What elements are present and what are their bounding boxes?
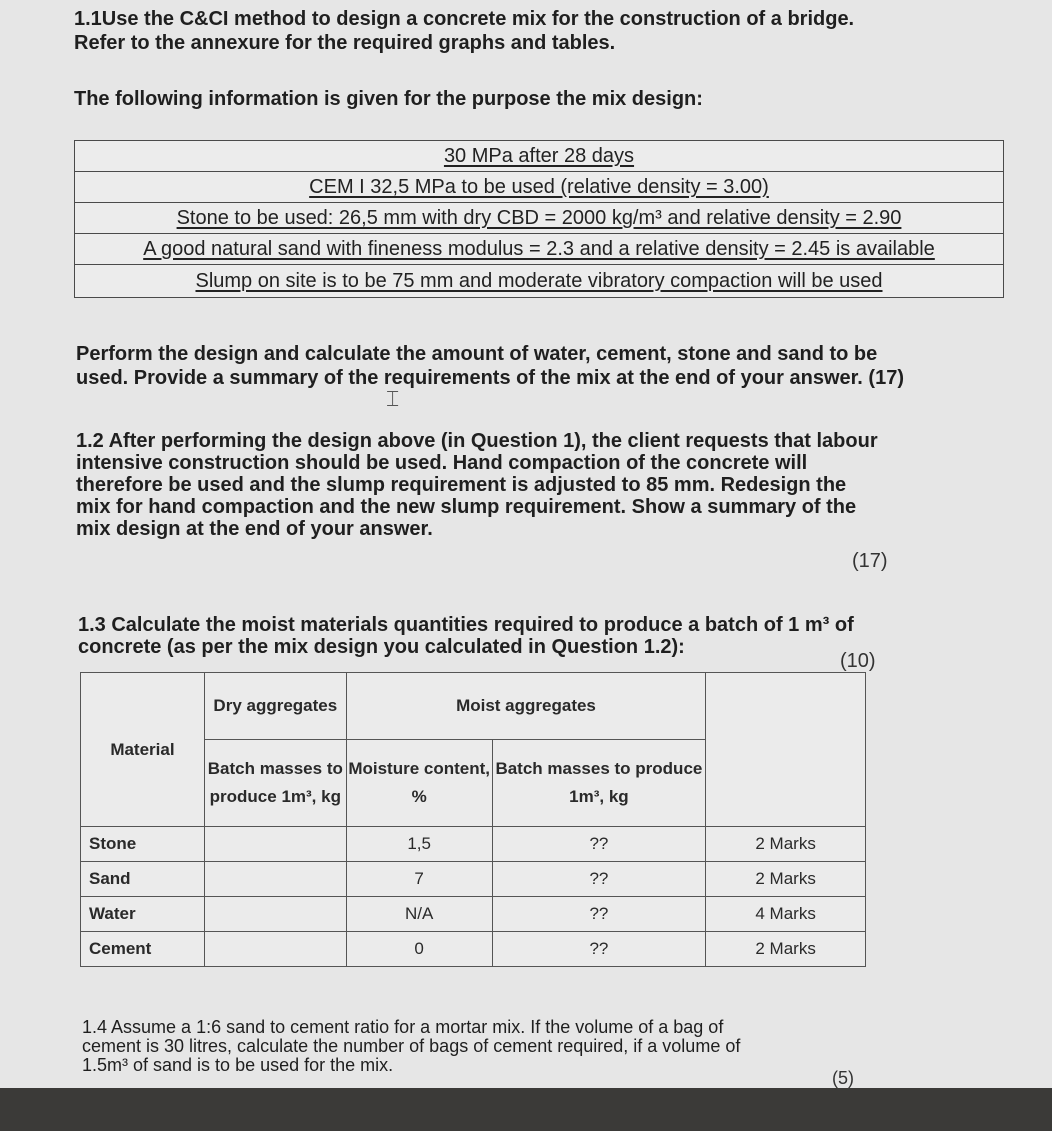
- q11-line1: 1.1Use the C&CI method to design a concrete mix for the construction of a bridge.: [74, 8, 855, 30]
- table-row: [81, 932, 866, 967]
- q13-line1: 1.3 Calculate the moist materials quantities required to produce a batch of 1 m³ of: [78, 614, 854, 636]
- info-row-text: 30 MPa after 28 days: [443, 145, 635, 167]
- q14-line: 1.4 Assume a 1:6 sand to cement ratio for a mortar mix. If the volume of a bag of: [82, 1017, 724, 1037]
- cell-dry-mass[interactable]: [204, 897, 346, 932]
- table-row: [81, 897, 866, 932]
- cell-dry-mass[interactable]: [204, 862, 346, 897]
- text-cursor-icon: ⌶: [386, 386, 400, 411]
- info-row: [75, 141, 1003, 172]
- q13-marks: (10): [840, 650, 876, 672]
- cell-batch-mass[interactable]: ??: [492, 827, 706, 862]
- q12-line: mix design at the end of your answer.: [76, 518, 433, 540]
- table-row: [81, 862, 866, 897]
- moist-quantities-table: [80, 672, 866, 967]
- header-dry-aggregates: Dry aggregates: [204, 673, 346, 740]
- q14-line: cement is 30 litres, calculate the number of bags of cement required, if a volume of: [82, 1036, 741, 1056]
- info-row: [75, 203, 1003, 234]
- q12-marks: (17): [852, 550, 888, 572]
- q13-line2: concrete (as per the mix design you calculated in Question 1.2):: [78, 636, 685, 658]
- q12-line: therefore be used and the slump requirement is adjusted to 85 mm. Redesign the: [76, 474, 847, 496]
- info-table: [74, 140, 1004, 298]
- cell-batch-mass[interactable]: ??: [492, 897, 706, 932]
- q11-line2: Refer to the annexure for the required graphs and tables.: [74, 32, 616, 54]
- info-row: [75, 234, 1003, 265]
- q11-task-line2: used. Provide a summary of the requirements of the mix at the end of your answer. (17): [76, 367, 904, 389]
- q14-marks: (5): [832, 1068, 854, 1088]
- info-row-text: CEM I 32,5 MPa to be used (relative density = 3.00): [309, 176, 769, 198]
- table-row: [81, 827, 866, 862]
- header-blank: [706, 673, 866, 827]
- cell-moisture: 0: [346, 932, 492, 967]
- cell-marks: 2 Marks: [706, 862, 866, 897]
- cell-material: Sand: [81, 862, 205, 897]
- header-moist-aggregates: Moist aggregates: [346, 673, 705, 740]
- info-row-text: Slump on site is to be 75 mm and moderate vibratory compaction will be used: [195, 270, 883, 292]
- cell-material: Stone: [81, 827, 205, 862]
- cell-marks: 2 Marks: [706, 932, 866, 967]
- q11-task-line1: Perform the design and calculate the amount of water, cement, stone and sand to be: [76, 343, 878, 365]
- cell-batch-mass[interactable]: ??: [492, 932, 706, 967]
- header-moist-batch-masses: Batch masses to produce 1m³, kg: [492, 740, 706, 827]
- info-row: [75, 265, 1003, 297]
- cell-marks: 2 Marks: [706, 827, 866, 862]
- q12-line: 1.2 After performing the design above (in Question 1), the client requests that labour: [76, 430, 878, 452]
- header-material: Material: [81, 673, 205, 827]
- q14-line: 1.5m³ of sand is to be used for the mix.: [82, 1055, 394, 1075]
- header-dry-batch-masses: Batch masses to produce 1m³, kg: [204, 740, 346, 827]
- info-row-text: A good natural sand with fineness modulus = 2.3 and a relative density = 2.45 is available: [143, 238, 935, 260]
- info-row-text: Stone to be used: 26,5 mm with dry CBD = 2000 kg/m³ and relative density = 2.90: [176, 207, 902, 229]
- header-moisture-content: Moisture content, %: [346, 740, 492, 827]
- q12-line: intensive construction should be used. Hand compaction of the concrete will: [76, 452, 808, 474]
- info-row: [75, 172, 1003, 203]
- cell-dry-mass[interactable]: [204, 932, 346, 967]
- cell-moisture: N/A: [346, 897, 492, 932]
- q12-line: mix for hand compaction and the new slump requirement. Show a summary of the: [76, 496, 857, 518]
- cell-batch-mass[interactable]: ??: [492, 862, 706, 897]
- cell-material: Cement: [81, 932, 205, 967]
- cell-moisture: 7: [346, 862, 492, 897]
- monitor-bezel: [0, 1088, 1052, 1131]
- cell-marks: 4 Marks: [706, 897, 866, 932]
- cell-moisture: 1,5: [346, 827, 492, 862]
- cell-material: Water: [81, 897, 205, 932]
- cell-dry-mass[interactable]: [204, 827, 346, 862]
- q11-intro: The following information is given for the purpose the mix design:: [74, 88, 703, 110]
